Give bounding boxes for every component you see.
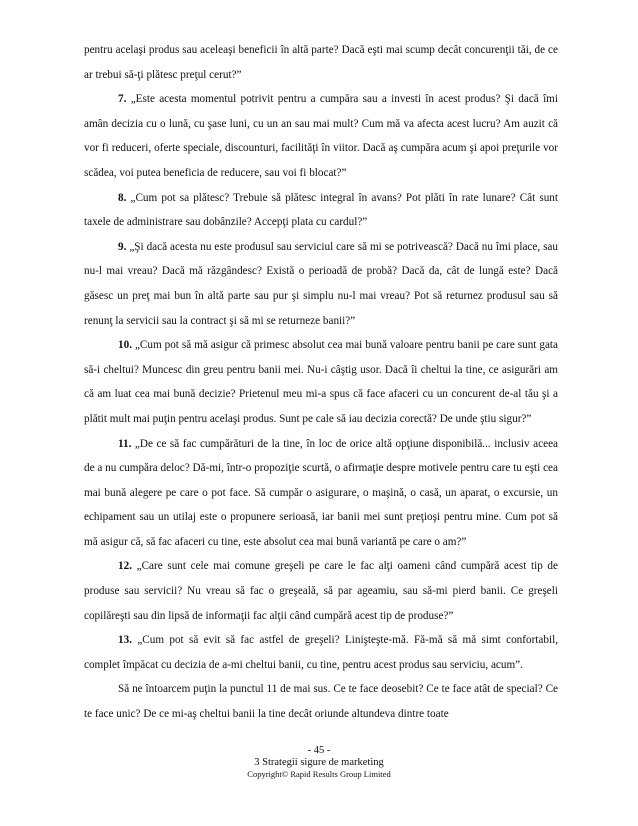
question-10 <box>84 333 558 431</box>
question-number: 11. <box>118 437 132 450</box>
question-number: 10. <box>118 339 132 352</box>
question-number: 8. <box>118 191 127 204</box>
question-text: „Cum pot să evit să fac astfel de greşeli? Linişteşte-mă. Fă-mă să mă simt confortabil, complet împăcat cu decizia de a-mi cheltui banii, cu tine, pentru acest produs sau serviciu, acum”. <box>84 634 558 671</box>
paragraph-text: pentru acelaşi produs sau aceleaşi beneficii în altă parte? Dacă eşti mai scump decât concurenţii tăi, de ce ar trebui să-ţi plătesc preţul cerut?” <box>84 44 558 81</box>
question-12 <box>84 554 558 628</box>
question-text: „Este acesta momentul potrivit pentru a cumpăra sau a investi în acest produs? Şi dacă îmi amân decizia cu o lună, cu şase luni, cu un an sau mai mult? Cum mă va afecta acest lucru? Am auzit că vor fi reduceri, oferte speciale, discounturi, facilităţi în viitor. Dacă aş cumpăra acum şi apoi preţurile vor scădea, voi putea beneficia de reducere, sau voi fi blocat?” <box>84 93 558 179</box>
question-text: „Şi dacă acesta nu este produsul sau serviciul care să mi se potrivească? Dacă nu îmi place, sau nu-l mai vreau? Dacă mă răzgândesc? Există o perioadă de probă? Dacă da, cât de lungă este? Dacă găsesc un preţ mai bun în altă parte sau pur şi simplu nu-l mai vreau? Pot să returnez produsul sau să renunţ la servicii sau la contract şi să mi se returneze banii?” <box>84 240 558 327</box>
paragraph-text: Să ne întoarcem puţin la punctul 11 de mai sus. Ce te face deosebit? Ce te face atât de special? Ce te face unic? De ce mi-aş cheltui banii la tine decât oriunde altundeva dintre toate <box>84 683 558 721</box>
closing-paragraph <box>84 677 558 726</box>
question-number: 12. <box>118 560 132 573</box>
question-8 <box>84 186 558 235</box>
question-number: 13. <box>118 634 132 647</box>
page-number: - 45 - <box>307 745 331 756</box>
question-13 <box>84 628 558 677</box>
footer-book-title: 3 Strategii sigure de marketing <box>254 757 384 768</box>
paragraph-continuation <box>84 38 558 87</box>
question-number: 9. <box>118 240 127 253</box>
question-text: „Care sunt cele mai comune greşeli pe care le fac alţi oameni când cumpără acest tip de produse sau servicii? Nu vreau să fac o greşeală, să par ageamiu, sau să-mi pierd banii. Ce greşeli copilăreşti sau din lipsă de informaţii fac alţii când cumpără acest tip de produse?” <box>84 560 558 622</box>
question-text: „Cum pot să mă asigur că primesc absolut cea mai bună valoare pentru banii pe care sunt gata să-i cheltui? Muncesc din greu pentru banii mei. Nu-i câştig usor. Dacă îi cheltui la tine, ce asigurări am că am luat cea mai bună decizie? Prietenul meu mi-a spus că face afaceri cu un concurent de-al tău şi a plătit mult mai puţin pentru acelaşi produs. Sunt pe cale să iau decizia corectă? De unde ştiu sigur?” <box>84 339 558 425</box>
question-text: „Cum pot sa plătesc? Trebuie să plătesc integral în avans? Pot plăti în rate lunare? Cât sunt taxele de administrare sau dobânzile? Accepţi plata cu cardul?” <box>84 191 558 229</box>
question-7 <box>84 87 558 185</box>
question-11 <box>84 432 558 555</box>
question-number: 7. <box>118 93 127 106</box>
footer-copyright: Copyright© Rapid Results Group Limited <box>247 769 391 779</box>
document-body <box>84 38 558 727</box>
question-9 <box>84 235 558 333</box>
question-text: „De ce să fac cumpărături de la tine, în loc de orice altă opţiune disponibilă... inclusiv aceea de a nu cumpăra deloc? Dă-mi, într-o propoziţie scurtă, o afirmaţie despre motivele pentru care tu eşti cea mai bună alegere pe care o pot face. Să cumpăr o asigurare, o maşină, o casă, un aparat, o excursie, un echipament sau un utilaj este o propunere serioasă, iar banii mei sunt preţioşi pentru mine. Cum pot să mă asigur că, să fac afaceri cu tine, este absolut cea mai bună variantă pe care o am?” <box>84 437 558 548</box>
